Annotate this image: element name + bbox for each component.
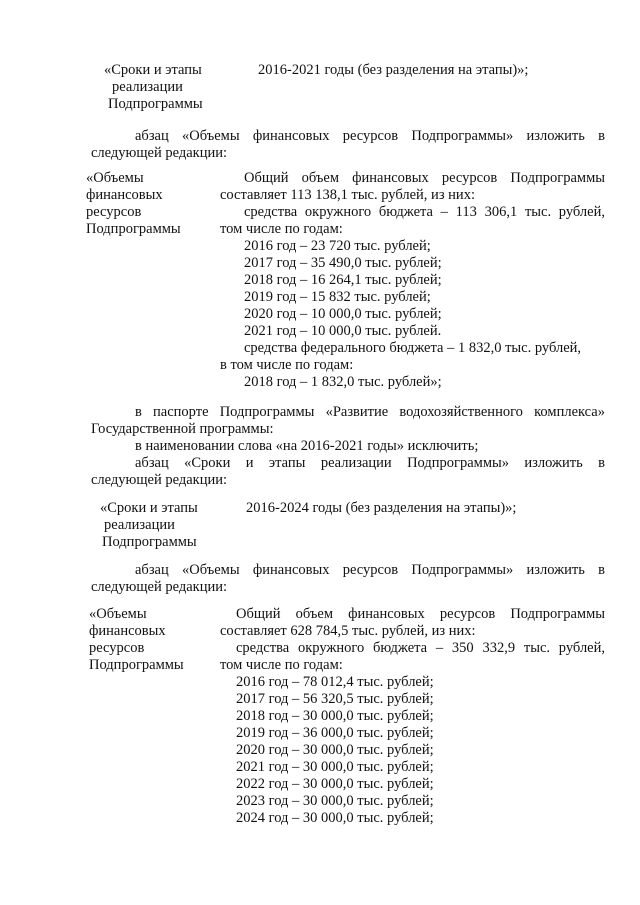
block1-label-line: реализации xyxy=(112,79,183,95)
para2-line: в паспорте Подпрограммы «Развитие водохозяйственного комплекса» xyxy=(135,404,605,420)
block2-label-line: «Объемы xyxy=(86,170,144,186)
block3-label-line: реализации xyxy=(104,517,175,533)
block4-line: 2023 год – 30 000,0 тыс. рублей; xyxy=(236,793,434,809)
block1-value-text: 2016-2021 годы (без разделения на этапы)»; xyxy=(258,62,529,78)
block1-value xyxy=(258,62,528,79)
block2-label-line: Подпрограммы xyxy=(86,221,181,237)
block2-line: составляет 113 138,1 тыс. рублей, из них: xyxy=(220,187,475,203)
para2-line: в наименовании слова «на 2016-2021 годы» исключить; xyxy=(135,438,479,454)
block2-line: 2018 год – 16 264,1 тыс. рублей; xyxy=(244,272,442,288)
para2 xyxy=(91,404,605,489)
block4-line: составляет 628 784,5 тыс. рублей, из них: xyxy=(220,623,476,639)
para2-line: Государственной программы: xyxy=(91,421,274,437)
block3-label-line: Подпрограммы xyxy=(102,534,197,550)
para2-line: следующей редакции: xyxy=(91,472,228,488)
block4-label-line: «Объемы xyxy=(89,606,147,622)
block4-line: 2019 год – 36 000,0 тыс. рублей; xyxy=(236,725,434,741)
para3 xyxy=(91,562,605,596)
para3-line: абзац «Объемы финансовых ресурсов Подпрограммы» изложить в xyxy=(135,562,605,578)
block2-line: 2016 год – 23 720 тыс. рублей; xyxy=(244,238,431,254)
block4-line: 2024 год – 30 000,0 тыс. рублей; xyxy=(236,810,434,826)
block2-line: 2017 год – 35 490,0 тыс. рублей; xyxy=(244,255,442,271)
block3-value xyxy=(246,500,516,517)
para3-line: следующей редакции: xyxy=(91,579,228,595)
block4-content xyxy=(220,606,605,827)
block4-line: 2018 год – 30 000,0 тыс. рублей; xyxy=(236,708,434,724)
block2-line: средства федерального бюджета – 1 832,0 тыс. рублей, xyxy=(244,340,582,356)
block4-line: 2020 год – 30 000,0 тыс. рублей; xyxy=(236,742,434,758)
block2-label-line: финансовых xyxy=(86,187,163,203)
block2-label-line: ресурсов xyxy=(86,204,142,220)
para1-line: абзац «Объемы финансовых ресурсов Подпрограммы» изложить в xyxy=(135,128,605,144)
block4-line: средства окружного бюджета – 350 332,9 тыс. рублей, xyxy=(236,640,605,656)
block2-line: в том числе по годам: xyxy=(220,357,354,373)
block2-line: средства окружного бюджета – 113 306,1 тыс. рублей, xyxy=(244,204,605,220)
block3-label-line: «Сроки и этапы xyxy=(100,500,198,516)
block2-line: 2018 год – 1 832,0 тыс. рублей»; xyxy=(244,374,442,390)
block1-label-line: Подпрограммы xyxy=(108,96,203,112)
block2-line: 2019 год – 15 832 тыс. рублей; xyxy=(244,289,431,305)
block3-value-text: 2016-2024 годы (без разделения на этапы)»; xyxy=(246,500,517,516)
block1-label xyxy=(104,62,203,113)
para1 xyxy=(91,128,605,162)
block4-label xyxy=(89,606,184,674)
block2-line: 2021 год – 10 000,0 тыс. рублей. xyxy=(244,323,442,339)
block2-content xyxy=(220,170,605,391)
block2-line: Общий объем финансовых ресурсов Подпрограммы xyxy=(244,170,605,186)
para2-line: абзац «Сроки и этапы реализации Подпрограммы» изложить в xyxy=(135,455,605,471)
block4-label-line: ресурсов xyxy=(89,640,145,656)
block2-label xyxy=(86,170,181,238)
block3-label xyxy=(100,500,198,551)
block4-line: 2017 год – 56 320,5 тыс. рублей; xyxy=(236,691,434,707)
block1-label-line: «Сроки и этапы xyxy=(104,62,202,78)
block4-label-line: финансовых xyxy=(89,623,166,639)
block2-line: 2020 год – 10 000,0 тыс. рублей; xyxy=(244,306,442,322)
block4-line: 2016 год – 78 012,4 тыс. рублей; xyxy=(236,674,434,690)
block2-line: том числе по годам: xyxy=(220,221,343,237)
block4-line: 2022 год – 30 000,0 тыс. рублей; xyxy=(236,776,434,792)
block4-line: 2021 год – 30 000,0 тыс. рублей; xyxy=(236,759,434,775)
block4-label-line: Подпрограммы xyxy=(89,657,184,673)
para1-line: следующей редакции: xyxy=(91,145,228,161)
block4-line: том числе по годам: xyxy=(220,657,343,673)
block4-line: Общий объем финансовых ресурсов Подпрограммы xyxy=(236,606,605,622)
